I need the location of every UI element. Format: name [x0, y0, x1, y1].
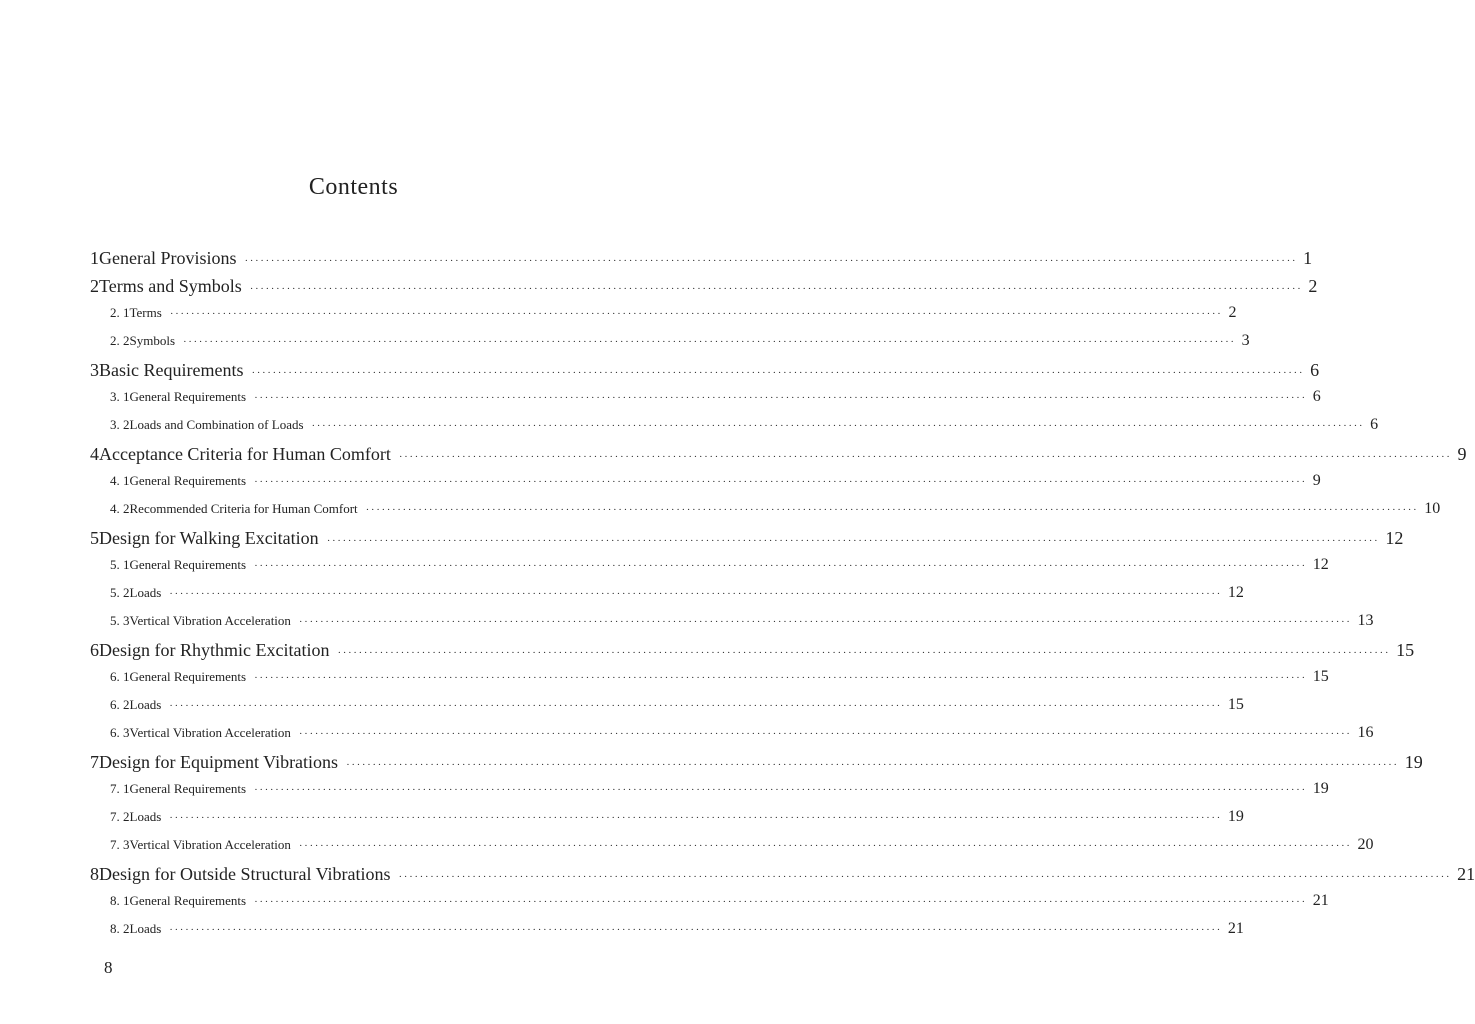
toc-entry-number: 8	[90, 864, 99, 884]
toc-entry-number: 5. 2	[110, 585, 130, 600]
toc-entry-title: General Provisions	[99, 248, 237, 268]
toc-entry-page: 13	[1357, 612, 1374, 629]
toc-entry-number: 5. 1	[110, 557, 130, 572]
toc-entry[interactable]	[0, 864, 1475, 892]
toc-entry[interactable]	[0, 388, 1321, 416]
toc-entry-page: 15	[1312, 668, 1329, 685]
toc-entry-number: 7. 2	[110, 809, 130, 824]
toc-entry-number: 2	[90, 276, 99, 296]
toc-entry-page: 15	[1396, 640, 1415, 660]
toc-entry[interactable]	[0, 836, 1374, 864]
toc-entry-page: 2	[1308, 276, 1318, 296]
toc-entry[interactable]	[0, 724, 1374, 752]
toc-entry[interactable]	[0, 696, 1244, 724]
toc-entry-number: 4	[90, 444, 99, 464]
toc-entry-page: 16	[1357, 724, 1374, 741]
toc-entry-page: 6	[1370, 416, 1379, 433]
toc-entry-page: 9	[1457, 444, 1467, 464]
toc-entry-title: Vertical Vibration Acceleration	[129, 837, 291, 852]
toc-entry[interactable]	[0, 528, 1404, 556]
toc-entry-title: Basic Requirements	[99, 360, 244, 380]
toc-entry-title: Design for Rhythmic Excitation	[99, 640, 330, 660]
dot-leader: ········································································································································································································	[298, 840, 1352, 852]
toc-entry-number: 6	[90, 640, 99, 660]
toc-entry[interactable]	[0, 276, 1318, 304]
dot-leader: ········································································································································································································	[254, 672, 1307, 684]
toc-entry-title: General Requirements	[129, 473, 247, 488]
toc-entry-title: Loads and Combination of Loads	[129, 417, 304, 432]
toc-entry-page: 12	[1227, 584, 1244, 601]
dot-leader: ········································································································································································································	[254, 560, 1307, 572]
dot-leader: ········································································································································································································	[326, 535, 1380, 547]
dot-leader: ········································································································································································································	[365, 504, 1419, 516]
dot-leader: ········································································································································································································	[244, 255, 1298, 267]
toc-entry[interactable]	[0, 248, 1313, 276]
dot-leader: ········································································································································································································	[254, 896, 1307, 908]
toc-entry-title: Loads	[129, 697, 162, 712]
toc-entry-page: 2	[1228, 304, 1237, 321]
toc-entry-page: 12	[1385, 528, 1404, 548]
toc-entry-title: Vertical Vibration Acceleration	[129, 613, 291, 628]
toc-entry-number: 7. 1	[110, 781, 130, 796]
toc-entry[interactable]	[0, 556, 1329, 584]
toc-entry-number: 4. 2	[110, 501, 130, 516]
toc-entry-title: Recommended Criteria for Human Comfort	[129, 501, 358, 516]
toc-entry-number: 1	[90, 248, 99, 268]
dot-leader: ········································································································································································································	[398, 871, 1452, 883]
toc-entry-title: General Requirements	[129, 669, 247, 684]
toc-entry-title: Loads	[129, 809, 162, 824]
toc-entry-page: 6	[1312, 388, 1321, 405]
toc-entry-number: 8. 2	[110, 921, 130, 936]
toc-entry-number: 6. 3	[110, 725, 130, 740]
dot-leader: ········································································································································································································	[311, 420, 1365, 432]
toc-entry-page: 15	[1227, 696, 1244, 713]
toc-entry[interactable]	[0, 472, 1321, 500]
toc-entry[interactable]	[0, 640, 1415, 668]
toc-entry-number: 3	[90, 360, 99, 380]
toc-entry[interactable]	[0, 892, 1329, 920]
toc-entry-number: 7	[90, 752, 99, 772]
toc-entry-number: 7. 3	[110, 837, 130, 852]
toc-entry-page: 21	[1227, 920, 1244, 937]
toc-entry[interactable]	[0, 332, 1250, 360]
toc-entry[interactable]	[0, 416, 1379, 444]
toc-entry[interactable]	[0, 780, 1329, 808]
dot-leader: ········································································································································································································	[346, 759, 1399, 771]
dot-leader: ········································································································································································································	[169, 924, 1222, 936]
toc-entry-page: 19	[1404, 752, 1423, 772]
toc-entry-number: 3. 1	[110, 389, 130, 404]
toc-entry-title: General Requirements	[129, 389, 247, 404]
dot-leader: ········································································································································································································	[251, 367, 1305, 379]
toc-entry[interactable]	[0, 920, 1244, 948]
page-title: Contents	[308, 174, 399, 200]
toc-entry-title: Vertical Vibration Acceleration	[129, 725, 291, 740]
toc-entry-page: 19	[1312, 780, 1329, 797]
dot-leader: ········································································································································································································	[254, 784, 1307, 796]
toc-entry[interactable]	[0, 444, 1467, 472]
toc-entry[interactable]	[0, 752, 1423, 780]
toc-entry-title: Loads	[129, 585, 162, 600]
toc-entry-number: 3. 2	[110, 417, 130, 432]
toc-entry[interactable]	[0, 612, 1374, 640]
dot-leader: ········································································································································································································	[398, 451, 1452, 463]
dot-leader: ········································································································································································································	[254, 476, 1307, 488]
toc-entry-page: 3	[1241, 332, 1250, 349]
dot-leader: ········································································································································································································	[298, 728, 1352, 740]
toc-entry-page: 19	[1227, 808, 1244, 825]
toc-entry-title: Design for Equipment Vibrations	[99, 752, 339, 772]
dot-leader: ········································································································································································································	[169, 308, 1223, 320]
dot-leader: ········································································································································································································	[169, 812, 1222, 824]
toc-entry[interactable]	[0, 360, 1320, 388]
toc-entry-number: 8. 1	[110, 893, 130, 908]
toc-entry-title: Terms and Symbols	[99, 276, 242, 296]
toc-entry-number: 6. 2	[110, 697, 130, 712]
toc-entry-number: 2. 1	[110, 305, 130, 320]
toc-entry-title: General Requirements	[129, 557, 247, 572]
toc-entry-page: 20	[1357, 836, 1374, 853]
toc-entry-number: 4. 1	[110, 473, 130, 488]
dot-leader: ········································································································································································································	[183, 336, 1236, 348]
toc-entry[interactable]	[0, 304, 1237, 332]
toc-entry-title: Design for Outside Structural Vibrations	[99, 864, 391, 884]
toc-entry-page: 21	[1457, 864, 1475, 884]
toc-entry-number: 6. 1	[110, 669, 130, 684]
toc-entry-page: 21	[1312, 892, 1329, 909]
toc-entry[interactable]	[0, 808, 1244, 836]
toc-entry-title: General Requirements	[129, 893, 247, 908]
toc-entry-title: General Requirements	[129, 781, 247, 796]
dot-leader: ········································································································································································································	[337, 647, 1391, 659]
dot-leader: ········································································································································································································	[254, 392, 1307, 404]
toc-entry-number: 5	[90, 528, 99, 548]
dot-leader: ········································································································································································································	[169, 700, 1222, 712]
dot-leader: ········································································································································································································	[298, 616, 1352, 628]
toc-entry-page: 10	[1424, 500, 1441, 517]
toc-entry-title: Terms	[129, 305, 162, 320]
toc-entry[interactable]	[0, 584, 1244, 612]
toc-entry-title: Design for Walking Excitation	[99, 528, 319, 548]
toc-entry-page: 9	[1312, 472, 1321, 489]
page-number: 8	[104, 958, 113, 977]
toc-entry[interactable]	[0, 668, 1329, 696]
dot-leader: ········································································································································································································	[249, 283, 1303, 295]
dot-leader: ········································································································································································································	[169, 588, 1222, 600]
toc-entry-title: Symbols	[129, 333, 176, 348]
toc-entry[interactable]	[0, 500, 1441, 528]
toc-entry-number: 2. 2	[110, 333, 130, 348]
toc-entry-page: 6	[1310, 360, 1320, 380]
toc-entry-number: 5. 3	[110, 613, 130, 628]
toc-entry-title: Loads	[129, 921, 162, 936]
toc-entry-page: 1	[1303, 248, 1313, 268]
toc-entry-page: 12	[1312, 556, 1329, 573]
toc-entry-title: Acceptance Criteria for Human Comfort	[99, 444, 391, 464]
